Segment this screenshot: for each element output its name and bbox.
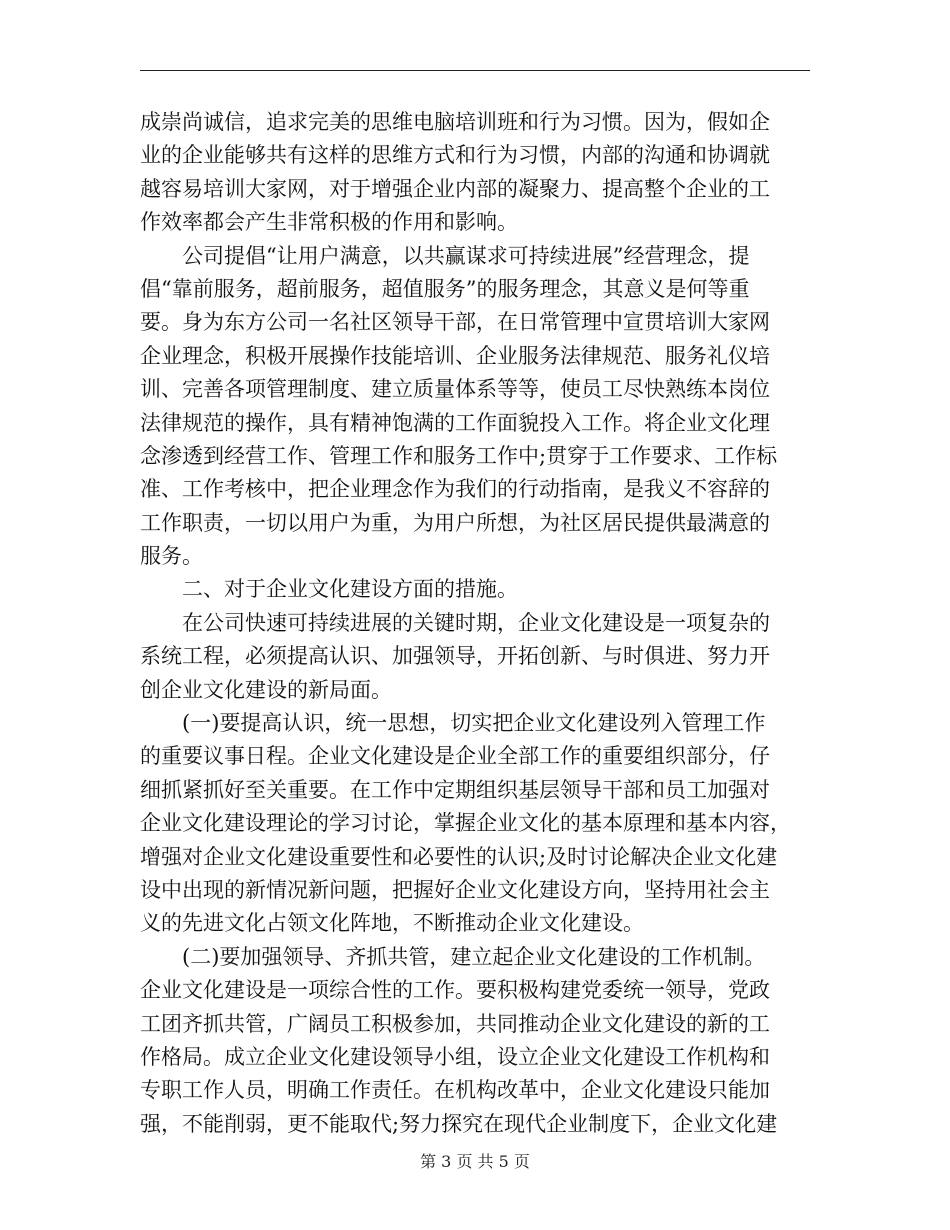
text-line: 设中出现的新情况新问题，把握好企业文化建设方向，坚持用社会主 [140,877,770,902]
text-line: 作格局。成立企业文化建设领导小组，设立企业文化建设工作机构和 [140,1044,770,1069]
text-line: 细抓紧抓好至关重要。在工作中定期组织基层领导干部和员工加强对 [140,777,770,802]
text-line: 训、完善各项管理制度、建立质量体系等等，使员工尽快熟练本岗位 [140,377,770,402]
text-line: 强，不能削弱，更不能取代;努力探究在现代企业制度下，企业文化建 [140,1111,778,1136]
text-line: (一)要提高认识，统一思想，切实把企业文化建设列入管理工作 [182,711,766,736]
text-line: 企业文化建设理论的学习讨论，掌握企业文化的基本原理和基本内容， [140,811,791,836]
text-line: 服务。 [140,544,203,569]
text-line: 二、对于企业文化建设方面的措施。 [182,577,518,602]
text-line: 在公司快速可持续进展的关键时期，企业文化建设是一项复杂的 [182,610,770,635]
text-line: 工团齐抓共管，广阔员工积极参加，共同推动企业文化建设的新的工 [140,1011,770,1036]
text-line: 增强对企业文化建设重要性和必要性的认识;及时讨论解决企业文化建 [140,844,778,869]
text-line: 越容易培训大家网，对于增强企业内部的凝聚力、提高整个企业的工 [140,176,770,201]
text-line: 准、工作考核中，把企业理念作为我们的行动指南，是我义不容辞的 [140,477,770,502]
text-line: 专职工作人员，明确工作责任。在机构改革中，企业文化建设只能加 [140,1078,770,1103]
page-number-footer: 第 3 页 共 5 页 [420,1152,530,1171]
text-line: 法律规范的操作，具有精神饱满的工作面貌投入工作。将企业文化理 [140,410,770,435]
text-line: 的重要议事日程。企业文化建设是企业全部工作的重要组织部分，仔 [140,744,770,769]
text-line: 工作职责，一切以用户为重，为用户所想，为社区居民提供最满意的 [140,510,770,535]
text-line: 成崇尚诚信，追求完美的思维电脑培训班和行为习惯。因为，假如企 [140,110,770,134]
text-line: 企业文化建设是一项综合性的工作。要积极构建党委统一领导，党政 [140,978,770,1003]
text-line: 企业理念，积极开展操作技能培训、企业服务法律规范、服务礼仪培 [140,343,770,368]
text-line: 作效率都会产生非常积极的作用和影响。 [140,210,518,235]
text-line: 业的企业能够共有这样的思维方式和行为习惯，内部的沟通和协调就 [140,143,770,168]
body-text [140,106,810,1141]
text-line: 义的先进文化占领文化阵地，不断推动企业文化建设。 [140,911,644,936]
text-line: 倡“靠前服务，超前服务，超值服务”的服务理念，其意义是何等重 [140,276,750,301]
text-line: 创企业文化建设的新局面。 [140,677,392,702]
text-line: 要。身为东方公司一名社区领导干部，在日常管理中宣贯培训大家网 [140,310,770,335]
text-line: (二)要加强领导、齐抓共管，建立起企业文化建设的工作机制。 [182,944,766,969]
text-line: 公司提倡“让用户满意，以共赢谋求可持续进展”经营理念，提 [182,243,750,268]
header-rule [140,70,810,71]
text-line: 念渗透到经营工作、管理工作和服务工作中;贯穿于工作要求、工作标 [140,443,778,468]
text-line: 系统工程，必须提高认识、加强领导，开拓创新、与时俱进、努力开 [140,644,770,669]
